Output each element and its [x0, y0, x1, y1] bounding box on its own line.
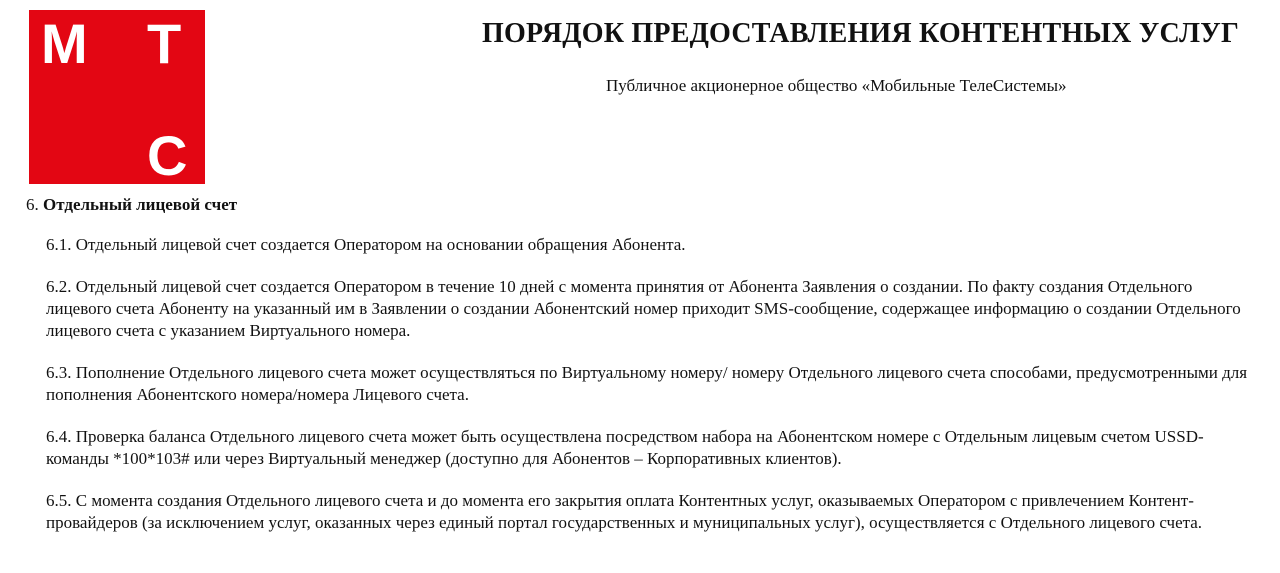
paragraph-6-3: 6.3. Пополнение Отдельного лицевого счета может осуществляться по Виртуальному номеру/ номеру Отдельного лицевого счета способами, предусмотренными для пополнения Абонентского номера/номера Лицевого счета. — [46, 363, 1248, 404]
logo-letter-m: М — [41, 12, 88, 75]
logo-letter-s: С — [147, 124, 188, 187]
paragraph-6-5: 6.5. С момента создания Отдельного лицевого счета и до момента его закрытия оплата Контентных услуг, оказываемых Оператором с привлечением Контент-провайдеров (за исключением услуг, оказанных через единый портал государственных и муниципальных услуг), осуществляется с Отдельного лицевого счета. — [46, 491, 1203, 532]
logo-letter-t: Т — [147, 12, 182, 75]
section-heading — [26, 195, 237, 215]
company-name: Публичное акционерное общество «Мобильные ТелеСистемы» — [606, 76, 1067, 95]
paragraph-6-4: 6.4. Проверка баланса Отдельного лицевого счета может быть осуществлена посредством набора на Абонентском номере с Отдельным лицевым счетом USSD-команды *100*103# или через Виртуальный менеджер (доступно для Абонентов – Корпоративных клиентов). — [46, 427, 1204, 468]
mts-logo — [29, 10, 205, 187]
document-title: ПОРЯДОК ПРЕДОСТАВЛЕНИЯ КОНТЕНТНЫХ УСЛУГ — [482, 18, 1239, 49]
section-title: Отдельный лицевой счет — [43, 195, 238, 214]
section-body — [46, 234, 1261, 554]
section-number: 6. — [26, 195, 39, 214]
paragraph-6-2: 6.2. Отдельный лицевой счет создается Оператором в течение 10 дней с момента принятия от Абонента Заявления о создании. По факту создания Отдельного лицевого счета Абоненту на указанный им в Заявлении о создании Абонентский номер приходит SMS-сообщение, содержащее информацию о создании Отдельного лицевого счета с указанием Виртуального номера. — [46, 277, 1241, 340]
paragraph-6-1: 6.1. Отдельный лицевой счет создается Оператором на основании обращения Абонента. — [46, 235, 686, 254]
